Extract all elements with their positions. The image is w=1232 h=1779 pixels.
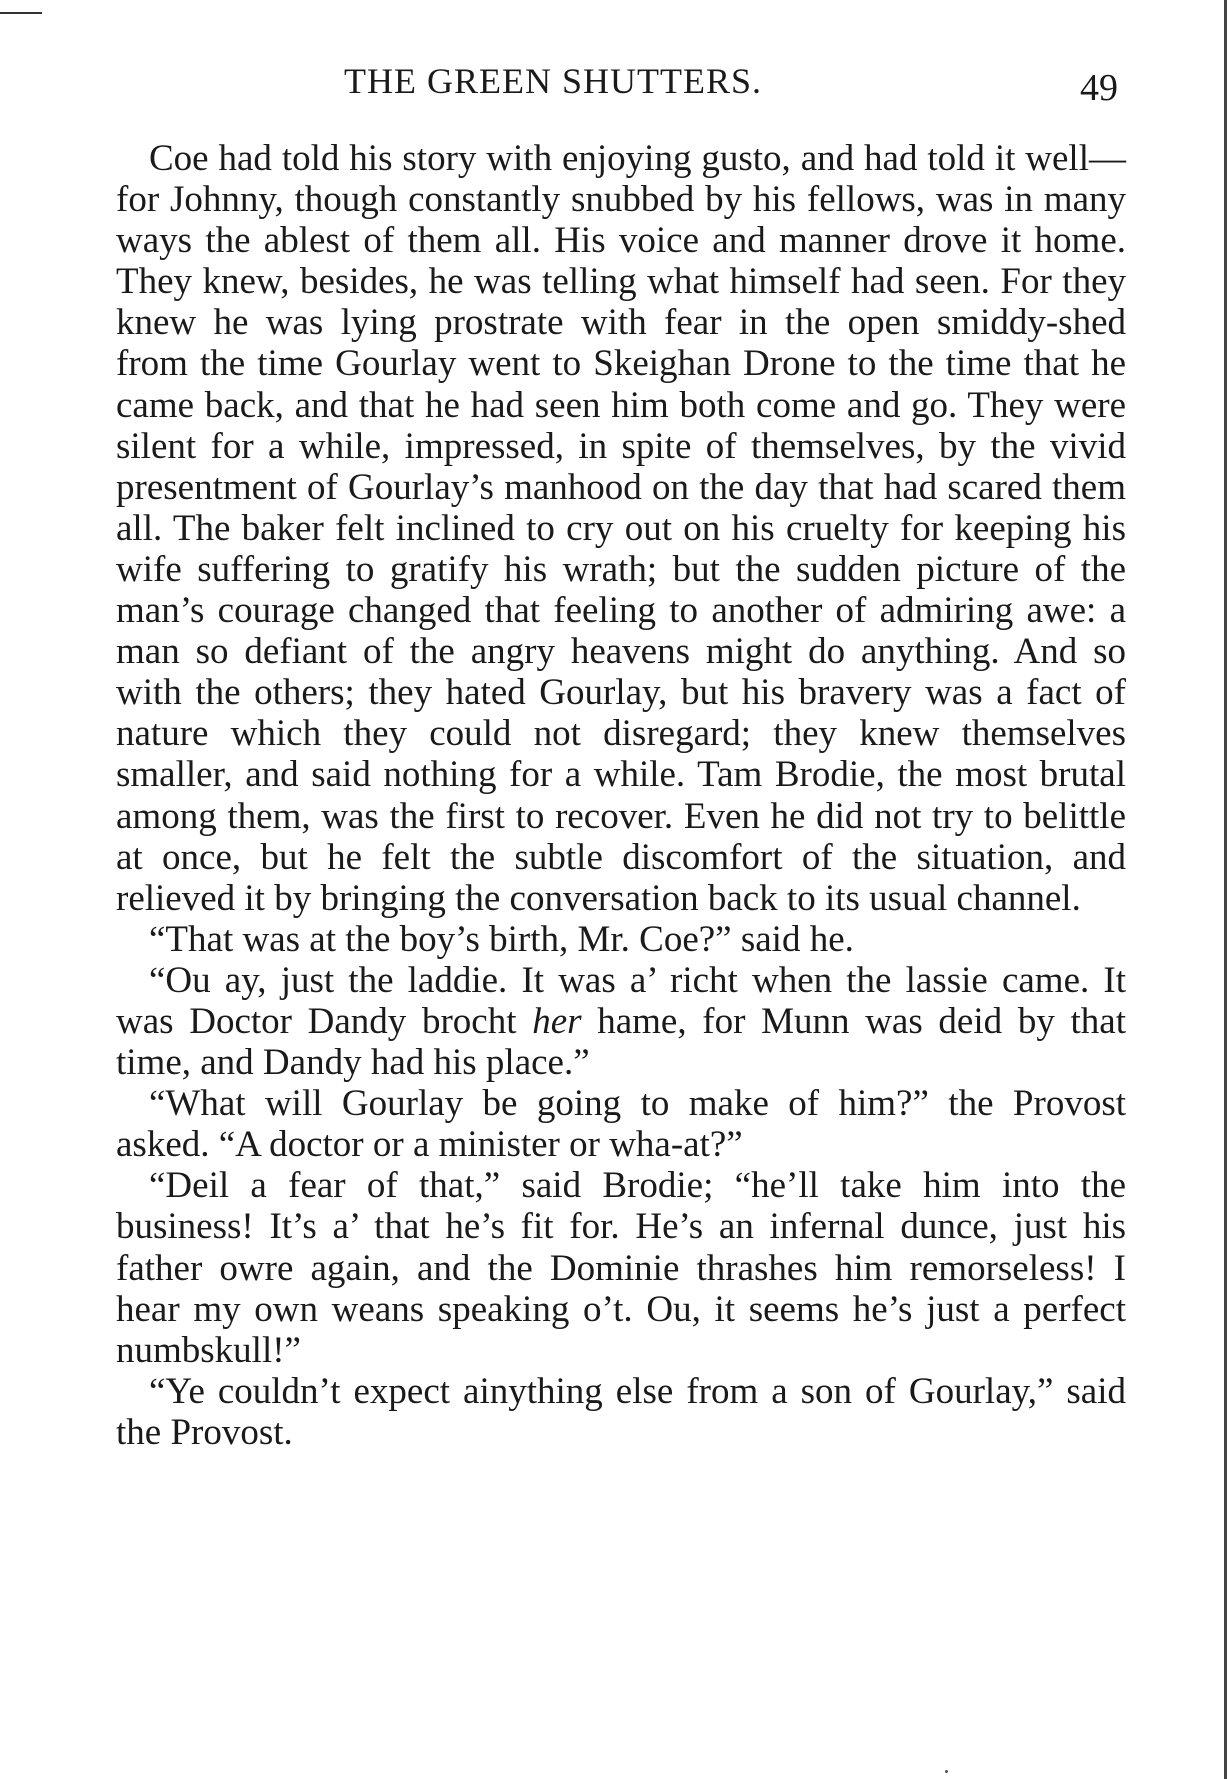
paragraph-coe-reply (116, 960, 1126, 1083)
paragraph-brodie-question: “That was at the boy’s birth, Mr. Coe?” said he. (149, 918, 854, 960)
paragraph-coe-story: Coe had told his story with enjoying gusto, and had told it well—for Johnny, though constantly snubbed by his fellows, was in many ways the ablest of them all. His voice and manner drove it home. They knew, besides, he was telling what himself had seen. For they knew he was lying prostrate with fear in the open smiddy-shed from the time Gourlay went to Skeighan Drone to the time that he came back, and that he had seen him both come and go. They were silent for a while, impressed, in spite of themselves, by the vivid presentment of Gourlay’s manhood on the day that had scared them all. The baker felt inclined to cry out on his cruelty for keeping his wife suffering to gratify his wrath; but the sudden picture of the man’s courage changed that feeling to another of admiring awe: a man so defiant of the angry heavens might do anything. And so with the others; they hated Gourlay, but his bravery was a fact of nature which they could not disregard; they knew themselves smaller, and said nothing for a while. Tam Brodie, the most brutal among them, was the first to recover. Even he did not try to belittle at once, but he felt the subtle discomfort of the situation, and relieved it by bringing the conversation back to its usual channel. (116, 138, 1126, 919)
page-edge-rule (1224, 0, 1227, 1779)
paragraph-provost-question: “What will Gourlay be going to make of him?” the Provost asked. “A doctor or a minister or wha-at?” (116, 1083, 1126, 1166)
stray-print-mark (945, 1770, 948, 1773)
reply-text-before: “Ou ay, just the laddie. It was a’ richt when the lassie came. It was Doctor Dandy brocht (116, 959, 1126, 1042)
reply-text-after: hame, for Munn was deid by that time, and Dandy had his place.” (116, 1000, 1126, 1084)
running-title: THE GREEN SHUTTERS. (344, 61, 762, 101)
top-margin-dash (0, 12, 42, 14)
emphasis-her: her (532, 1000, 582, 1042)
body-text (116, 138, 1126, 1453)
page-number: 49 (1080, 67, 1118, 109)
paragraph-provost-remark: “Ye couldn’t expect ainything else from a son of Gourlay,” said the Provost. (116, 1370, 1126, 1453)
paragraph-brodie-reply: “Deil a fear of that,” said Brodie; “he’ll take him into the business! It’s a’ that he’s fit for. He’s an infernal dunce, just his father owre again, and the Dominie thrashes him remorseless! I hear my own weans speaking o’t. Ou, it seems he’s just a perfect numbskull!” (116, 1165, 1126, 1371)
